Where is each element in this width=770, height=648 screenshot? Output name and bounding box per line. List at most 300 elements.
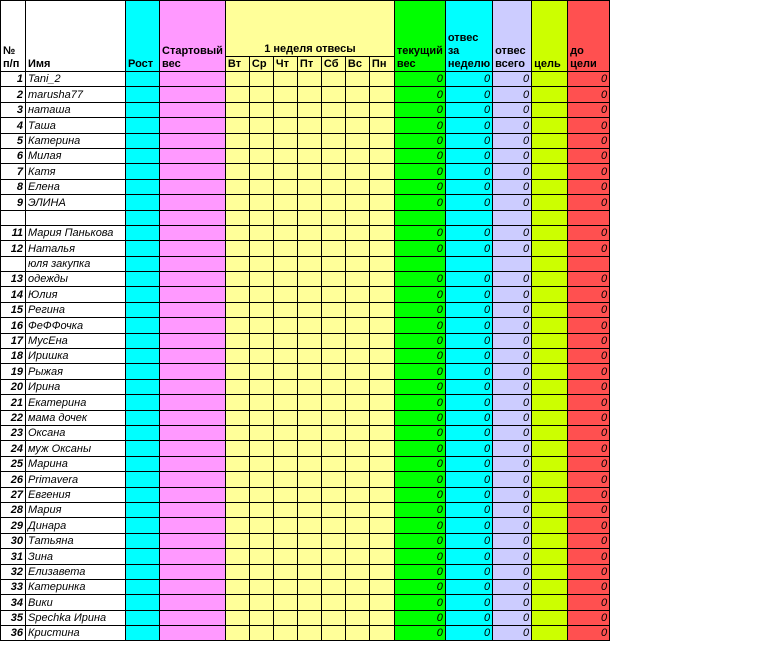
row-start-weight	[160, 148, 226, 163]
row-day	[249, 225, 273, 240]
row-goal	[532, 210, 568, 225]
row-height	[126, 487, 160, 502]
row-day	[273, 318, 297, 333]
row-height	[126, 564, 160, 579]
row-start-weight	[160, 487, 226, 502]
row-day	[297, 349, 321, 364]
row-day	[345, 102, 369, 117]
row-current-weight: 0	[394, 487, 445, 502]
row-day	[321, 164, 345, 179]
row-day	[297, 164, 321, 179]
row-day	[225, 349, 249, 364]
row-day	[225, 549, 249, 564]
row-day	[321, 626, 345, 641]
header-current-weight: текущий вес	[394, 1, 445, 72]
row-name: Катеринка	[26, 579, 126, 594]
row-name: Екатерина	[26, 395, 126, 410]
row-total-loss: 0	[493, 333, 532, 348]
row-day	[345, 626, 369, 641]
row-day	[369, 364, 394, 379]
row-day	[321, 472, 345, 487]
row-name: Катерина	[26, 133, 126, 148]
row-day	[321, 118, 345, 133]
row-to-goal: 0	[568, 102, 610, 117]
row-current-weight	[394, 210, 445, 225]
row-height	[126, 72, 160, 87]
row-day	[297, 487, 321, 502]
row-height	[126, 118, 160, 133]
row-start-weight	[160, 564, 226, 579]
row-day	[297, 272, 321, 287]
row-to-goal: 0	[568, 610, 610, 625]
row-day	[225, 379, 249, 394]
table-row	[1, 472, 610, 487]
row-to-goal: 0	[568, 133, 610, 148]
row-number: 31	[1, 549, 26, 564]
row-day	[249, 502, 273, 517]
row-total-loss: 0	[493, 610, 532, 625]
row-day	[297, 210, 321, 225]
row-to-goal: 0	[568, 487, 610, 502]
row-day	[369, 179, 394, 194]
row-day	[297, 148, 321, 163]
row-name: Spechka Ирина	[26, 610, 126, 625]
row-start-weight	[160, 595, 226, 610]
row-day	[225, 272, 249, 287]
row-start-weight	[160, 195, 226, 210]
row-day	[249, 148, 273, 163]
row-week-loss: 0	[445, 272, 492, 287]
row-day	[225, 302, 249, 317]
row-start-weight	[160, 379, 226, 394]
row-week-loss: 0	[445, 395, 492, 410]
row-day	[273, 626, 297, 641]
table-row	[1, 256, 610, 271]
row-total-loss: 0	[493, 472, 532, 487]
row-week-loss: 0	[445, 102, 492, 117]
row-day	[297, 364, 321, 379]
row-number: 4	[1, 118, 26, 133]
row-day	[225, 148, 249, 163]
row-current-weight: 0	[394, 364, 445, 379]
row-day	[273, 225, 297, 240]
row-week-loss: 0	[445, 472, 492, 487]
row-number	[1, 210, 26, 225]
row-current-weight: 0	[394, 87, 445, 102]
row-goal	[532, 441, 568, 456]
row-height	[126, 579, 160, 594]
row-day	[297, 410, 321, 425]
row-day	[369, 287, 394, 302]
row-day	[369, 441, 394, 456]
row-day	[369, 518, 394, 533]
row-number: 17	[1, 333, 26, 348]
row-to-goal: 0	[568, 533, 610, 548]
row-number: 35	[1, 610, 26, 625]
row-day	[225, 364, 249, 379]
row-day	[321, 225, 345, 240]
row-start-weight	[160, 133, 226, 148]
row-day	[225, 179, 249, 194]
row-start-weight	[160, 225, 226, 240]
row-goal	[532, 179, 568, 194]
row-week-loss: 0	[445, 87, 492, 102]
row-to-goal: 0	[568, 441, 610, 456]
row-goal	[532, 502, 568, 517]
row-week-loss: 0	[445, 287, 492, 302]
row-day	[321, 364, 345, 379]
row-number: 27	[1, 487, 26, 502]
row-day	[345, 549, 369, 564]
table-row	[1, 102, 610, 117]
row-name: Елена	[26, 179, 126, 194]
row-day	[225, 287, 249, 302]
row-day	[345, 164, 369, 179]
row-week-loss	[445, 256, 492, 271]
row-total-loss: 0	[493, 364, 532, 379]
row-day	[345, 302, 369, 317]
row-day	[249, 472, 273, 487]
row-name: Мария	[26, 502, 126, 517]
row-goal	[532, 472, 568, 487]
row-week-loss: 0	[445, 164, 492, 179]
row-current-weight: 0	[394, 225, 445, 240]
row-number: 2	[1, 87, 26, 102]
row-start-weight	[160, 425, 226, 440]
row-height	[126, 287, 160, 302]
row-day	[225, 626, 249, 641]
row-day	[225, 102, 249, 117]
row-start-weight	[160, 456, 226, 471]
header-day: Сб	[321, 57, 345, 72]
row-number: 33	[1, 579, 26, 594]
row-day	[345, 225, 369, 240]
row-day	[297, 133, 321, 148]
row-to-goal: 0	[568, 241, 610, 256]
row-start-weight	[160, 610, 226, 625]
row-name: Евгения	[26, 487, 126, 502]
row-day	[369, 118, 394, 133]
row-number: 12	[1, 241, 26, 256]
row-goal	[532, 195, 568, 210]
row-day	[273, 87, 297, 102]
row-day	[345, 364, 369, 379]
row-week-loss: 0	[445, 564, 492, 579]
row-day	[321, 533, 345, 548]
row-day	[321, 333, 345, 348]
row-week-loss: 0	[445, 425, 492, 440]
row-day	[249, 410, 273, 425]
row-to-goal: 0	[568, 564, 610, 579]
row-day	[345, 287, 369, 302]
row-current-weight: 0	[394, 333, 445, 348]
row-day	[273, 256, 297, 271]
row-height	[126, 133, 160, 148]
table-row	[1, 564, 610, 579]
row-day	[297, 333, 321, 348]
row-number: 11	[1, 225, 26, 240]
row-day	[297, 118, 321, 133]
row-day	[345, 87, 369, 102]
row-day	[345, 379, 369, 394]
row-total-loss: 0	[493, 626, 532, 641]
row-number: 8	[1, 179, 26, 194]
table-row	[1, 549, 610, 564]
row-day	[225, 410, 249, 425]
row-day	[345, 148, 369, 163]
row-height	[126, 148, 160, 163]
row-day	[321, 349, 345, 364]
row-day	[369, 549, 394, 564]
row-day	[321, 148, 345, 163]
row-height	[126, 318, 160, 333]
row-to-goal: 0	[568, 225, 610, 240]
row-name: Динара	[26, 518, 126, 533]
row-day	[225, 210, 249, 225]
row-total-loss: 0	[493, 241, 532, 256]
row-day	[345, 179, 369, 194]
row-goal	[532, 379, 568, 394]
row-day	[369, 87, 394, 102]
row-week-loss: 0	[445, 441, 492, 456]
row-start-weight	[160, 626, 226, 641]
row-day	[345, 425, 369, 440]
row-goal	[532, 287, 568, 302]
row-week-loss: 0	[445, 579, 492, 594]
row-day	[345, 118, 369, 133]
table-row	[1, 333, 610, 348]
table-row	[1, 441, 610, 456]
row-week-loss: 0	[445, 364, 492, 379]
row-day	[225, 256, 249, 271]
row-day	[369, 487, 394, 502]
row-day	[297, 456, 321, 471]
row-day	[321, 302, 345, 317]
row-day	[297, 179, 321, 194]
row-day	[321, 487, 345, 502]
row-week-loss: 0	[445, 118, 492, 133]
row-goal	[532, 118, 568, 133]
row-day	[273, 210, 297, 225]
row-total-loss: 0	[493, 502, 532, 517]
row-day	[273, 164, 297, 179]
row-week-loss: 0	[445, 626, 492, 641]
row-day	[249, 456, 273, 471]
header-day: Чт	[273, 57, 297, 72]
row-day	[321, 579, 345, 594]
row-current-weight: 0	[394, 179, 445, 194]
row-height	[126, 626, 160, 641]
row-to-goal: 0	[568, 456, 610, 471]
header-week: 1 неделя отвесы	[225, 1, 394, 57]
row-name: Юлия	[26, 287, 126, 302]
row-day	[297, 564, 321, 579]
row-day	[249, 610, 273, 625]
row-goal	[532, 410, 568, 425]
row-number: 5	[1, 133, 26, 148]
row-day	[297, 395, 321, 410]
row-to-goal: 0	[568, 349, 610, 364]
row-day	[273, 272, 297, 287]
row-start-weight	[160, 302, 226, 317]
row-height	[126, 610, 160, 625]
header-day: Вс	[345, 57, 369, 72]
row-day	[249, 518, 273, 533]
row-day	[369, 302, 394, 317]
row-to-goal: 0	[568, 87, 610, 102]
row-day	[345, 272, 369, 287]
header-row-top	[1, 1, 610, 57]
row-day	[249, 72, 273, 87]
row-start-weight	[160, 102, 226, 117]
row-number: 9	[1, 195, 26, 210]
row-height	[126, 272, 160, 287]
row-height	[126, 533, 160, 548]
table-row	[1, 364, 610, 379]
row-day	[273, 287, 297, 302]
row-day	[321, 410, 345, 425]
table-row	[1, 118, 610, 133]
table-row	[1, 610, 610, 625]
table-row	[1, 148, 610, 163]
row-day	[345, 564, 369, 579]
row-height	[126, 456, 160, 471]
row-name: Регина	[26, 302, 126, 317]
row-number: 26	[1, 472, 26, 487]
row-day	[369, 425, 394, 440]
row-week-loss: 0	[445, 179, 492, 194]
row-name: Татьяна	[26, 533, 126, 548]
row-day	[345, 502, 369, 517]
row-number: 24	[1, 441, 26, 456]
row-current-weight: 0	[394, 441, 445, 456]
row-day	[225, 425, 249, 440]
row-day	[249, 287, 273, 302]
row-goal	[532, 225, 568, 240]
row-number: 32	[1, 564, 26, 579]
row-day	[225, 395, 249, 410]
row-number: 36	[1, 626, 26, 641]
row-day	[369, 456, 394, 471]
table-row	[1, 456, 610, 471]
row-number: 16	[1, 318, 26, 333]
row-goal	[532, 610, 568, 625]
row-start-weight	[160, 349, 226, 364]
row-day	[249, 441, 273, 456]
row-day	[345, 241, 369, 256]
table-row	[1, 502, 610, 517]
row-to-goal: 0	[568, 595, 610, 610]
table-row	[1, 395, 610, 410]
row-day	[273, 533, 297, 548]
row-goal	[532, 425, 568, 440]
row-day	[321, 256, 345, 271]
row-current-weight: 0	[394, 533, 445, 548]
row-start-weight	[160, 395, 226, 410]
row-day	[225, 472, 249, 487]
row-day	[345, 518, 369, 533]
row-day	[297, 102, 321, 117]
row-day	[225, 487, 249, 502]
row-height	[126, 225, 160, 240]
row-to-goal: 0	[568, 333, 610, 348]
row-day	[249, 241, 273, 256]
row-current-weight: 0	[394, 472, 445, 487]
header-start-weight: Стартовый вес	[160, 1, 226, 72]
row-week-loss: 0	[445, 318, 492, 333]
row-day	[345, 410, 369, 425]
row-day	[273, 441, 297, 456]
row-height	[126, 164, 160, 179]
row-day	[249, 579, 273, 594]
row-day	[225, 533, 249, 548]
row-day	[369, 256, 394, 271]
row-day	[249, 256, 273, 271]
row-number: 18	[1, 349, 26, 364]
row-day	[297, 302, 321, 317]
row-current-weight: 0	[394, 118, 445, 133]
row-start-weight	[160, 72, 226, 87]
row-total-loss: 0	[493, 395, 532, 410]
row-day	[225, 318, 249, 333]
table-row	[1, 533, 610, 548]
row-current-weight: 0	[394, 456, 445, 471]
row-day	[225, 502, 249, 517]
row-total-loss	[493, 256, 532, 271]
row-total-loss: 0	[493, 533, 532, 548]
row-start-weight	[160, 364, 226, 379]
table-row	[1, 425, 610, 440]
row-day	[249, 133, 273, 148]
row-start-weight	[160, 518, 226, 533]
row-day	[225, 595, 249, 610]
row-day	[273, 579, 297, 594]
row-start-weight	[160, 549, 226, 564]
row-day	[297, 595, 321, 610]
row-name: МусЕна	[26, 333, 126, 348]
row-day	[297, 72, 321, 87]
row-day	[321, 595, 345, 610]
row-day	[321, 287, 345, 302]
row-start-weight	[160, 164, 226, 179]
row-name: ЭЛИНА	[26, 195, 126, 210]
row-day	[369, 102, 394, 117]
row-day	[297, 225, 321, 240]
row-day	[273, 487, 297, 502]
row-total-loss: 0	[493, 549, 532, 564]
row-day	[369, 502, 394, 517]
row-goal	[532, 272, 568, 287]
row-number: 3	[1, 102, 26, 117]
row-day	[249, 118, 273, 133]
row-day	[321, 210, 345, 225]
row-day	[273, 425, 297, 440]
row-week-loss: 0	[445, 333, 492, 348]
row-start-weight	[160, 272, 226, 287]
row-to-goal: 0	[568, 379, 610, 394]
row-day	[273, 72, 297, 87]
row-name: Primavera	[26, 472, 126, 487]
row-day	[297, 518, 321, 533]
row-day	[369, 533, 394, 548]
row-height	[126, 410, 160, 425]
row-day	[345, 579, 369, 594]
row-week-loss: 0	[445, 518, 492, 533]
row-number: 7	[1, 164, 26, 179]
row-day	[297, 256, 321, 271]
row-name	[26, 210, 126, 225]
row-day	[369, 379, 394, 394]
